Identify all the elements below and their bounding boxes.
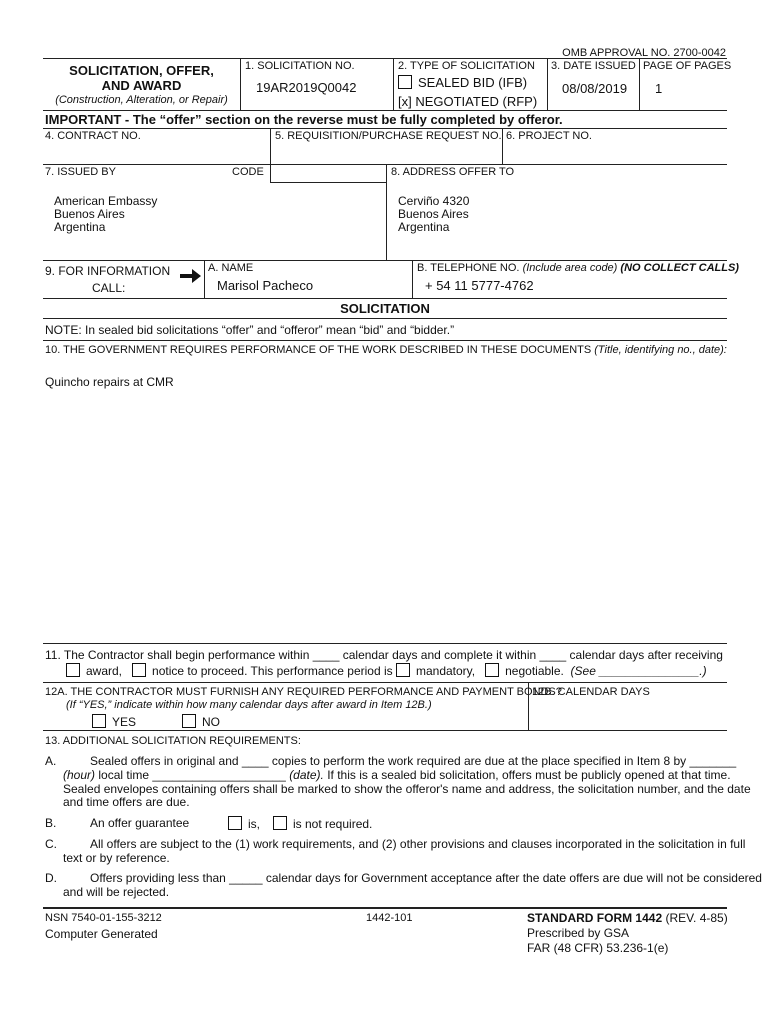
rule (43, 58, 727, 59)
solicitation-heading: SOLICITATION (340, 301, 430, 316)
guarantee-is-not-checkbox[interactable] (273, 816, 287, 830)
rule (270, 182, 386, 183)
item-13b-letter: B. (45, 816, 57, 830)
notice-to-proceed-label: notice to proceed. This performance period is (152, 664, 393, 678)
item-13d-letter: D. (45, 871, 57, 885)
rule (43, 643, 727, 644)
solicitation-no-label: 1. SOLICITATION NO. (245, 60, 355, 72)
for-information-label: 9. FOR INFORMATION (45, 264, 171, 278)
bonds-no-checkbox[interactable] (182, 714, 196, 728)
page-of-pages-value[interactable]: 1 (655, 81, 663, 96)
issued-by-line3: Argentina (54, 220, 106, 234)
item-11-options (66, 663, 707, 678)
prescribed-by: Prescribed by GSA (527, 926, 630, 940)
date-issued-label: 3. DATE ISSUED (551, 60, 636, 72)
item-13b-text: An offer guarantee (90, 816, 190, 830)
item-13a-line2 (63, 768, 731, 782)
issued-by-line1: American Embassy (54, 194, 158, 208)
negotiable-checkbox[interactable] (485, 663, 499, 677)
rule (43, 907, 727, 909)
rule (639, 58, 640, 110)
address-offer-to-label: 8. ADDRESS OFFER TO (391, 166, 515, 178)
computer-generated: Computer Generated (45, 927, 158, 941)
guarantee-is-not-option (273, 816, 372, 831)
for-information-call-label: CALL: (92, 281, 126, 295)
telephone-value[interactable]: + 54 11 5777-4762 (425, 278, 534, 293)
telephone-label-no-collect: (NO COLLECT CALLS) (620, 262, 739, 274)
telephone-label-main: B. TELEPHONE NO. (417, 262, 523, 274)
guarantee-is-label: is, (248, 817, 260, 831)
requisition-no-label: 5. REQUISITION/PURCHASE REQUEST NO. (275, 130, 502, 142)
rule (43, 110, 727, 111)
item-13d-line1: Offers providing less than _____ calendar days for Government acceptance after the date offers are due will not be considered (90, 871, 762, 885)
address-to-line2: Buenos Aires (398, 207, 469, 221)
item-12a-note: (If “YES,” indicate within how many calendar days after award in Item 12B.) (66, 699, 432, 711)
rule (43, 298, 727, 299)
award-checkbox[interactable] (66, 663, 80, 677)
rule (240, 58, 241, 110)
mandatory-label: mandatory, (415, 664, 476, 678)
item-13c-line2: text or by reference. (63, 851, 170, 865)
rule (43, 682, 727, 683)
form-subtitle: (Construction, Alteration, or Repair) (55, 94, 228, 106)
item-13a-line3: Sealed envelopes containing offers shall be marked to show the offeror's name and address, the solicitation number, and the date (63, 782, 751, 796)
standard-form-label: STANDARD FORM 1442 (527, 911, 663, 925)
sealed-bid-option[interactable] (398, 75, 527, 90)
hour-hint: (hour) (63, 768, 96, 782)
rule (43, 318, 727, 319)
telephone-label (417, 262, 739, 274)
sealed-bid-checkbox[interactable] (398, 75, 412, 89)
item-13a-line4: and time offers are due. (63, 795, 190, 809)
address-to-line1: Cerviño 4320 (398, 194, 470, 208)
rule (412, 260, 413, 298)
item-11-text: 11. The Contractor shall begin performance within ____ calendar days and complete it within ____ calendar days after receiving (45, 648, 723, 662)
rule (270, 128, 271, 164)
item-10-label (45, 344, 727, 356)
form-title: SOLICITATION, OFFER, (69, 63, 214, 78)
rule (204, 260, 205, 298)
item-12a-label: 12A. THE CONTRACTOR MUST FURNISH ANY REQUIRED PERFORMANCE AND PAYMENT BONDS? (45, 686, 562, 698)
date-issued-value[interactable]: 08/08/2019 (562, 81, 628, 96)
rule (270, 164, 271, 182)
bonds-no-label: NO (202, 715, 220, 729)
address-to-line3: Argentina (398, 220, 450, 234)
rule (547, 58, 548, 110)
rule (43, 164, 727, 165)
rule (43, 128, 727, 129)
guarantee-is-checkbox[interactable] (228, 816, 242, 830)
bonds-yes-label: YES (112, 715, 137, 729)
contact-name-value[interactable]: Marisol Pacheco (217, 278, 314, 293)
bonds-yes-option (92, 714, 136, 729)
bonds-no-option (182, 714, 220, 729)
solicitation-type-label: 2. TYPE OF SOLICITATION (398, 60, 535, 72)
arrow-right-icon (180, 268, 202, 289)
contract-no-label: 4. CONTRACT NO. (45, 130, 141, 142)
item-13a-letter: A. (45, 754, 57, 768)
code-label: CODE (232, 166, 264, 178)
issued-by-line2: Buenos Aires (54, 207, 125, 221)
contact-name-label: A. NAME (208, 262, 254, 274)
form-title-line2: AND AWARD (101, 78, 182, 93)
work-description-value[interactable]: Quincho repairs at CMR (45, 375, 174, 389)
date-hint: (date). (289, 768, 324, 782)
negotiated-option[interactable]: [x] NEGOTIATED (RFP) (398, 94, 538, 109)
rule (528, 682, 529, 730)
nsn-number: NSN 7540-01-155-3212 (45, 912, 162, 924)
standard-form-number (527, 911, 728, 925)
bonds-yes-checkbox[interactable] (92, 714, 106, 728)
item-13c-line1: All offers are subject to the (1) work requirements, and (2) other provisions and clauses incorporated in the solicitation in full (90, 837, 746, 851)
standard-form-revision: (REV. 4-85) (662, 911, 728, 925)
local-time-text: local time ____________________ (95, 768, 290, 782)
notice-to-proceed-checkbox[interactable] (132, 663, 146, 677)
project-no-label: 6. PROJECT NO. (506, 130, 592, 142)
item-13c-letter: C. (45, 837, 57, 851)
item-12b-label: 12B. CALENDAR DAYS (532, 686, 650, 698)
solicitation-no-value[interactable]: 19AR2019Q0042 (256, 80, 357, 95)
form-code: 1442-101 (366, 912, 413, 924)
rule (43, 260, 727, 261)
rule (43, 340, 727, 341)
rule (393, 58, 394, 110)
rule (386, 164, 387, 260)
item-13a-line1: Sealed offers in original and ____ copies to perform the work required are due at the place specified in Item 8 by _______ (90, 754, 737, 768)
omb-approval: OMB APPROVAL NO. 2700-0042 (562, 47, 726, 59)
award-label: award, (86, 664, 123, 678)
item-13d-line2: and will be rejected. (63, 885, 170, 899)
opening-text: If this is a sealed bid solicitation, offers must be publicly opened at that time. (323, 768, 731, 782)
sealed-bid-note: NOTE: In sealed bid solicitations “offer” and “offeror” mean “bid” and “bidder.” (45, 323, 455, 337)
mandatory-checkbox[interactable] (396, 663, 410, 677)
see-reference: (See _______________.) (570, 664, 707, 678)
rule (502, 128, 503, 164)
guarantee-is-not-label: is not required. (293, 817, 373, 831)
page-of-pages-label: PAGE OF PAGES (643, 60, 732, 72)
sealed-bid-label: SEALED BID (IFB) (418, 75, 528, 90)
item-10-label-main: 10. THE GOVERNMENT REQUIRES PERFORMANCE OF THE WORK DESCRIBED IN THESE DOCUMENTS (45, 344, 592, 356)
issued-by-label: 7. ISSUED BY (45, 166, 116, 178)
negotiable-label: negotiable. (505, 664, 564, 678)
item-13-label: 13. ADDITIONAL SOLICITATION REQUIREMENTS: (45, 735, 301, 747)
far-reference: FAR (48 CFR) 53.236-1(e) (527, 941, 669, 955)
rule (43, 730, 727, 731)
telephone-label-hint: (Include area code) (522, 262, 618, 274)
important-notice: IMPORTANT - The “offer” section on the reverse must be fully completed by offeror. (45, 112, 563, 127)
item-10-label-hint: (Title, identifying no., date): (594, 344, 727, 356)
guarantee-is-option (228, 816, 260, 831)
